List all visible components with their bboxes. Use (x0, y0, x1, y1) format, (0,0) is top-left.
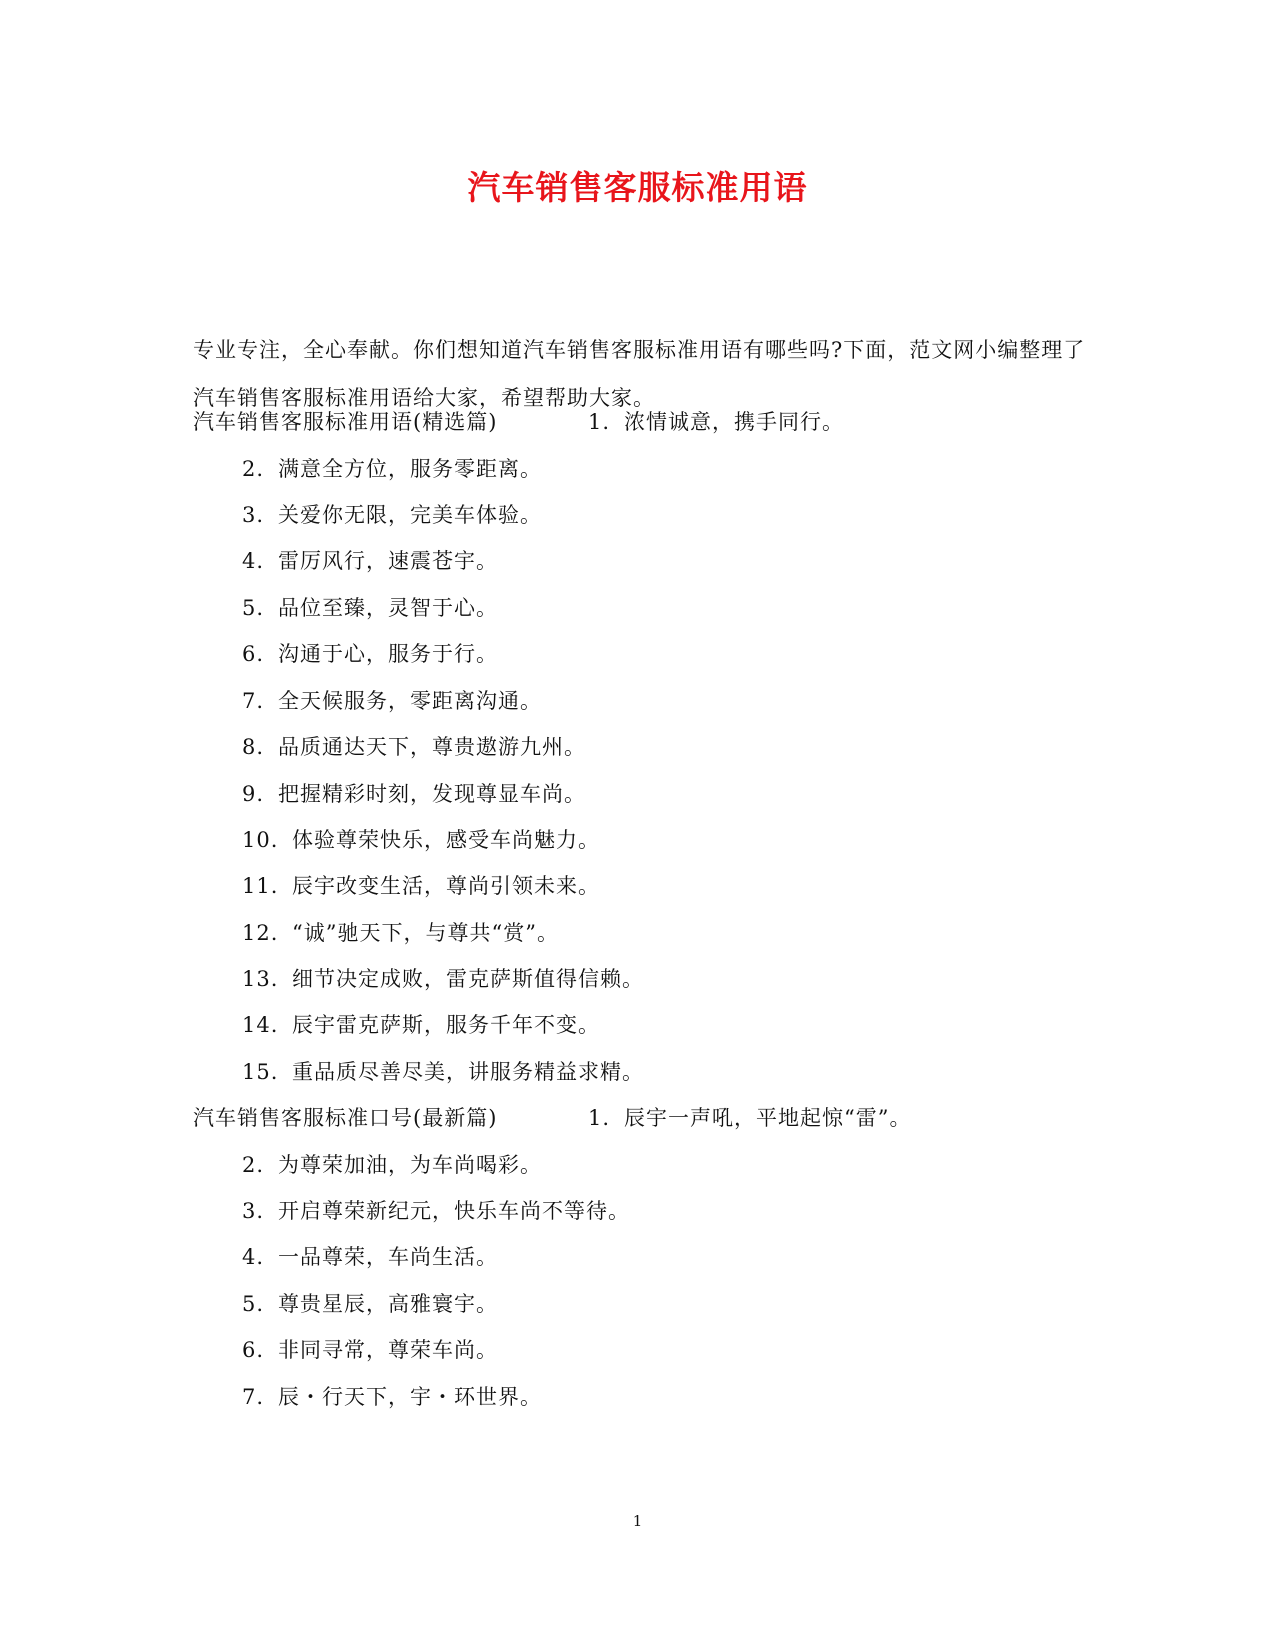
list-item-number: 15. (242, 1060, 279, 1084)
page-number: 1 (632, 1512, 643, 1530)
list-item (242, 1150, 542, 1180)
list-item-text: 满意全方位，服务零距离。 (278, 457, 542, 481)
list-item (242, 825, 600, 855)
list-item-number: 12. (242, 921, 279, 945)
section1-title: 汽车销售客服标准用语(精选篇) (193, 410, 498, 434)
list-item-text: 品位至臻，灵智于心。 (278, 596, 498, 620)
list-item-number: 7. (242, 689, 265, 713)
list-item-text: 辰宇改变生活，尊尚引领未来。 (292, 874, 600, 898)
list-item-text: 浓情诚意，携手同行。 (624, 410, 844, 434)
list-item (242, 1057, 644, 1087)
list-item-number: 7. (242, 1385, 265, 1409)
list-item (242, 1242, 498, 1272)
list-item-text: 一品尊荣，车尚生活。 (278, 1245, 498, 1269)
list-item (242, 454, 542, 484)
document-title: 汽车销售客服标准用语 (467, 168, 808, 207)
list-item-text: 为尊荣加油，为车尚喝彩。 (278, 1153, 542, 1177)
list-item-text: 把握精彩时刻，发现尊显车尚。 (278, 782, 586, 806)
list-item-number: 9. (242, 782, 265, 806)
list-item-number: 5. (242, 1292, 265, 1316)
list-item-number: 11. (242, 874, 279, 898)
intro-paragraph: 专业专注，全心奉献。你们想知道汽车销售客服标准用语有哪些吗?下面，范文网小编整理了汽车销售客服标准用语给大家，希望帮助大家。 (193, 338, 1086, 410)
list-item-text: 辰宇雷克萨斯，服务千年不变。 (292, 1013, 600, 1037)
list-item (242, 639, 498, 669)
list-item (242, 1196, 630, 1226)
list-item-text: 沟通于心，服务于行。 (278, 642, 498, 666)
list-item (242, 686, 542, 716)
list-item-text: 全天候服务，零距离沟通。 (278, 689, 542, 713)
list-item-text: 雷厉风行，速震苍宇。 (278, 549, 498, 573)
list-item-number: 8. (242, 735, 265, 759)
list-item (242, 1289, 498, 1319)
list-item-number: 13. (242, 967, 279, 991)
list-item-number: 3. (242, 503, 265, 527)
section2-header-line (193, 1103, 911, 1133)
list-item (242, 546, 498, 576)
list-item-text: “诚”驰天下，与尊共“赏”。 (292, 921, 559, 945)
list-item-text: 重品质尽善尽美，讲服务精益求精。 (292, 1060, 644, 1084)
list-item-number: 6. (242, 642, 265, 666)
list-item-number: 4. (242, 1245, 265, 1269)
list-item (242, 1382, 542, 1412)
list-item (242, 779, 586, 809)
list-item (242, 871, 600, 901)
list-item-text: 体验尊荣快乐，感受车尚魅力。 (292, 828, 600, 852)
list-item-text: 尊贵星辰，高雅寰宇。 (278, 1292, 498, 1316)
list-item (242, 732, 586, 762)
list-item-text: 品质通达天下，尊贵遨游九州。 (278, 735, 586, 759)
list-item-number: 1. (588, 410, 611, 434)
list-item-text: 辰・行天下，宇・环世界。 (278, 1385, 542, 1409)
list-item-text: 关爱你无限，完美车体验。 (278, 503, 542, 527)
list-item-number: 4. (242, 549, 265, 573)
list-item (242, 918, 559, 948)
list-item (242, 1335, 498, 1365)
list-item-number: 2. (242, 457, 265, 481)
list-item-text: 辰宇一声吼，平地起惊“雷”。 (624, 1106, 912, 1130)
list-item (242, 1010, 600, 1040)
section2-title: 汽车销售客服标准口号(最新篇) (193, 1106, 498, 1130)
section1-header-line (193, 407, 844, 437)
list-item (242, 593, 498, 623)
list-item-text: 细节决定成败，雷克萨斯值得信赖。 (292, 967, 644, 991)
list-item-number: 14. (242, 1013, 279, 1037)
list-item (242, 964, 644, 994)
list-item-number: 6. (242, 1338, 265, 1362)
list-item-text: 开启尊荣新纪元，快乐车尚不等待。 (278, 1199, 630, 1223)
list-item-number: 5. (242, 596, 265, 620)
list-item-number: 1. (588, 1106, 611, 1130)
list-item-text: 非同寻常，尊荣车尚。 (278, 1338, 498, 1362)
list-item-number: 10. (242, 828, 279, 852)
list-item (242, 500, 542, 530)
list-item-number: 2. (242, 1153, 265, 1177)
list-item-number: 3. (242, 1199, 265, 1223)
